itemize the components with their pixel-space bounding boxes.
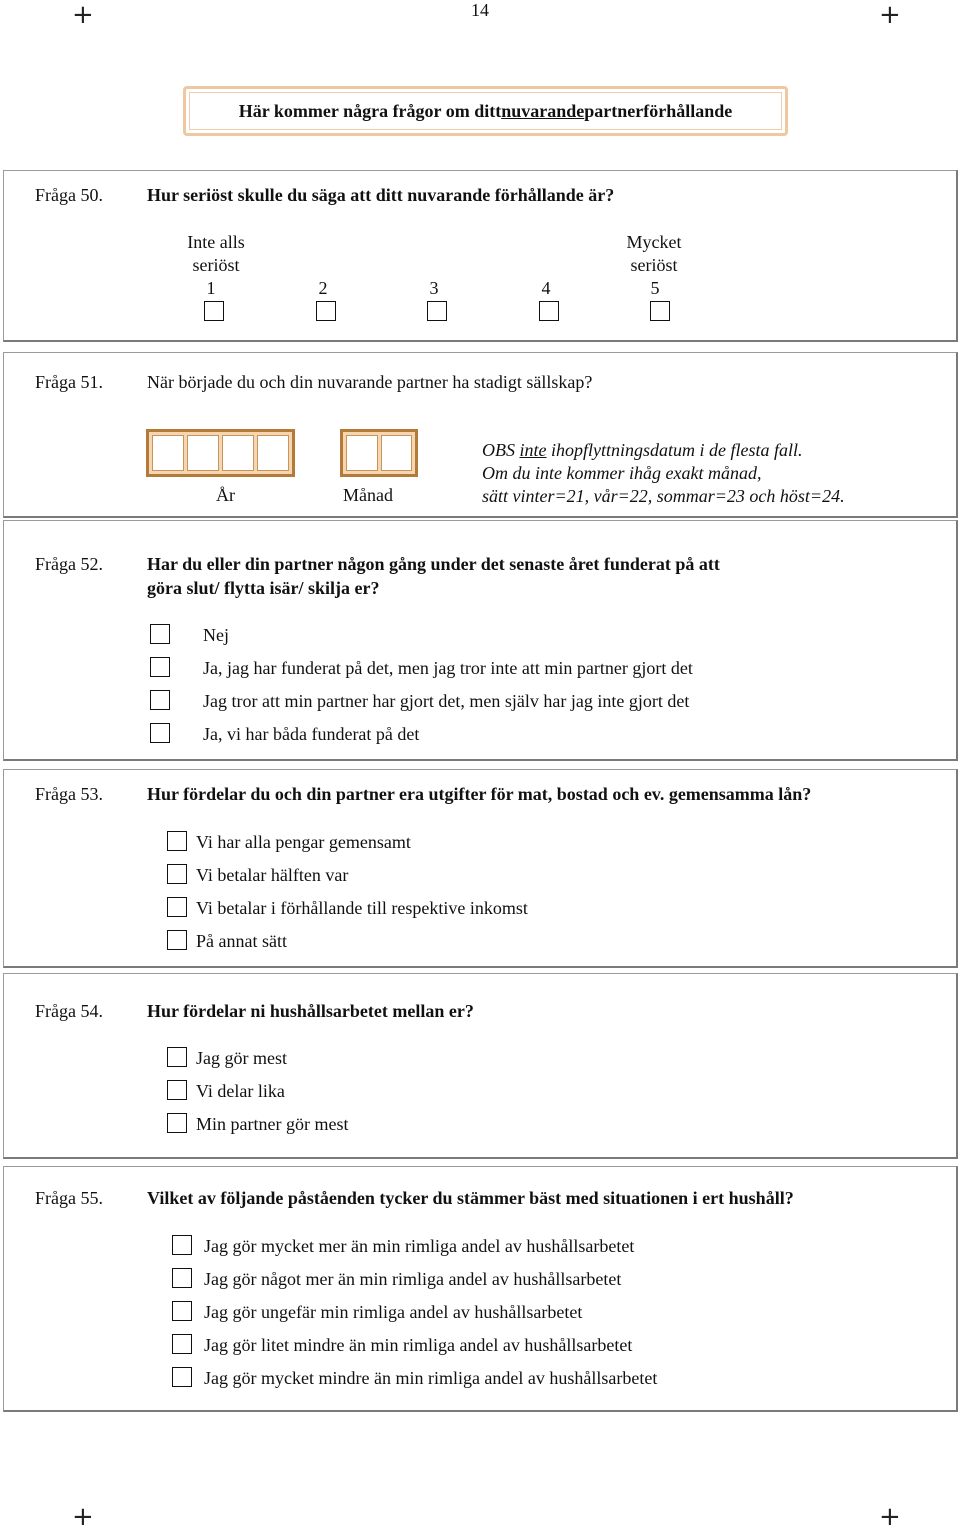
question-text: Vilket av följande påståenden tycker du stämmer bäst med situationen i ert hushåll?: [147, 1188, 794, 1208]
note-line-2: Om du inte kommer ihåg exakt månad,: [482, 463, 762, 483]
page-number: 14: [471, 0, 489, 20]
question-54-section: [3, 973, 958, 1159]
month-digit-1[interactable]: [346, 435, 378, 471]
year-digit-4[interactable]: [257, 435, 289, 471]
scale-low-label-line1: Inte alls: [187, 232, 245, 252]
registration-mark-top-right: +: [879, 0, 901, 30]
year-input-boxes[interactable]: [146, 429, 295, 477]
registration-mark-bottom-left: +: [72, 1502, 94, 1532]
year-digit-1[interactable]: [152, 435, 184, 471]
option-checkbox-2[interactable]: [167, 1080, 187, 1100]
scale-number-4: 4: [541, 278, 551, 298]
option-checkbox-3[interactable]: [150, 690, 170, 710]
question-number: Fråga 51.: [35, 372, 103, 392]
scale-checkbox-3[interactable]: [427, 301, 447, 321]
option-label-3: Jag tror att min partner har gjort det, men själv har jag inte gjort det: [203, 691, 690, 711]
note-rest: ihopflyttningsdatum i de flesta fall.: [546, 440, 803, 460]
note-line-3: sätt vinter=21, vår=22, sommar=23 och höst=24.: [482, 486, 845, 506]
option-label-4: Jag gör litet mindre än min rimliga andel av hushållsarbetet: [204, 1335, 633, 1355]
scale-high-label-line1: Mycket: [626, 232, 682, 252]
year-label: År: [216, 485, 235, 505]
scale-number-3: 3: [429, 278, 439, 298]
option-label-4: På annat sätt: [196, 931, 287, 951]
option-label-1: Jag gör mest: [196, 1048, 287, 1068]
option-checkbox-1[interactable]: [167, 831, 187, 851]
question-text: Hur fördelar ni hushållsarbetet mellan er?: [147, 1001, 474, 1021]
question-number: Fråga 54.: [35, 1001, 103, 1021]
option-label-5: Jag gör mycket mindre än min rimliga andel av hushållsarbetet: [204, 1368, 658, 1388]
question-number: Fråga 55.: [35, 1188, 103, 1208]
header-text-after: partnerförhållande: [584, 100, 733, 121]
scale-high-label-line2: seriöst: [630, 255, 678, 275]
option-label-4: Ja, vi har båda funderat på det: [203, 724, 420, 744]
scale-checkbox-5[interactable]: [650, 301, 670, 321]
option-label-3: Jag gör ungefär min rimliga andel av hushållsarbetet: [204, 1302, 583, 1322]
scale-checkbox-4[interactable]: [539, 301, 559, 321]
option-label-1: Nej: [203, 625, 229, 645]
date-instruction-note: [482, 439, 845, 508]
option-label-3: Min partner gör mest: [196, 1114, 349, 1134]
option-label-2: Jag gör något mer än min rimliga andel av hushållsarbetet: [204, 1269, 622, 1289]
section-header-banner: [183, 86, 788, 136]
month-input-boxes[interactable]: [340, 429, 418, 477]
option-checkbox-4[interactable]: [172, 1334, 192, 1354]
option-checkbox-4[interactable]: [167, 930, 187, 950]
registration-mark-bottom-right: +: [879, 1502, 901, 1532]
note-line-1: [482, 439, 845, 462]
option-checkbox-2[interactable]: [172, 1268, 192, 1288]
option-checkbox-5[interactable]: [172, 1367, 192, 1387]
option-checkbox-1[interactable]: [150, 624, 170, 644]
note-prefix: OBS: [482, 440, 520, 460]
option-checkbox-2[interactable]: [150, 657, 170, 677]
scale-number-2: 2: [318, 278, 328, 298]
header-text-underlined: nuvarande: [501, 100, 585, 121]
scale-low-label-line2: seriöst: [192, 255, 240, 275]
question-text: Hur fördelar du och din partner era utgifter för mat, bostad och ev. gemensamma lån?: [147, 784, 812, 804]
option-label-1: Jag gör mycket mer än min rimliga andel av hushållsarbetet: [204, 1236, 635, 1256]
question-55-section: [3, 1166, 958, 1412]
option-checkbox-3[interactable]: [172, 1301, 192, 1321]
year-digit-3[interactable]: [222, 435, 254, 471]
option-checkbox-3[interactable]: [167, 897, 187, 917]
scale-low-label: [166, 231, 266, 277]
question-number: Fråga 50.: [35, 185, 103, 205]
option-label-3: Vi betalar i förhållande till respektive inkomst: [196, 898, 528, 918]
month-label: Månad: [343, 485, 393, 505]
option-label-2: Vi betalar hälften var: [196, 865, 349, 885]
scale-number-1: 1: [206, 278, 216, 298]
option-checkbox-1[interactable]: [172, 1235, 192, 1255]
scale-number-5: 5: [650, 278, 660, 298]
scale-checkbox-1[interactable]: [204, 301, 224, 321]
question-text: Hur seriöst skulle du säga att ditt nuvarande förhållande är?: [147, 185, 615, 205]
question-52-section: [3, 520, 958, 761]
section-header-title: [189, 92, 782, 130]
question-number: Fråga 53.: [35, 784, 103, 804]
question-text: När började du och din nuvarande partner ha stadigt sällskap?: [147, 372, 593, 392]
option-label-1: Vi har alla pengar gemensamt: [196, 832, 411, 852]
question-50-section: [3, 170, 958, 342]
question-text-line1: Har du eller din partner någon gång under det senaste året funderat på att: [147, 554, 720, 574]
scale-checkbox-2[interactable]: [316, 301, 336, 321]
note-underlined: inte: [519, 440, 547, 460]
option-checkbox-2[interactable]: [167, 864, 187, 884]
option-label-2: Ja, jag har funderat på det, men jag tror inte att min partner gjort det: [203, 658, 693, 678]
scale-high-label: [604, 231, 704, 277]
question-text-line2: göra slut/ flytta isär/ skilja er?: [147, 578, 380, 598]
option-checkbox-1[interactable]: [167, 1047, 187, 1067]
registration-mark-top-left: +: [72, 0, 94, 30]
option-checkbox-3[interactable]: [167, 1113, 187, 1133]
question-53-section: [3, 769, 958, 968]
option-label-2: Vi delar lika: [196, 1081, 285, 1101]
month-digit-2[interactable]: [381, 435, 413, 471]
option-checkbox-4[interactable]: [150, 723, 170, 743]
year-digit-2[interactable]: [187, 435, 219, 471]
question-number: Fråga 52.: [35, 554, 103, 574]
header-text-before: Här kommer några frågor om ditt: [238, 100, 502, 121]
question-51-section: [3, 352, 958, 518]
